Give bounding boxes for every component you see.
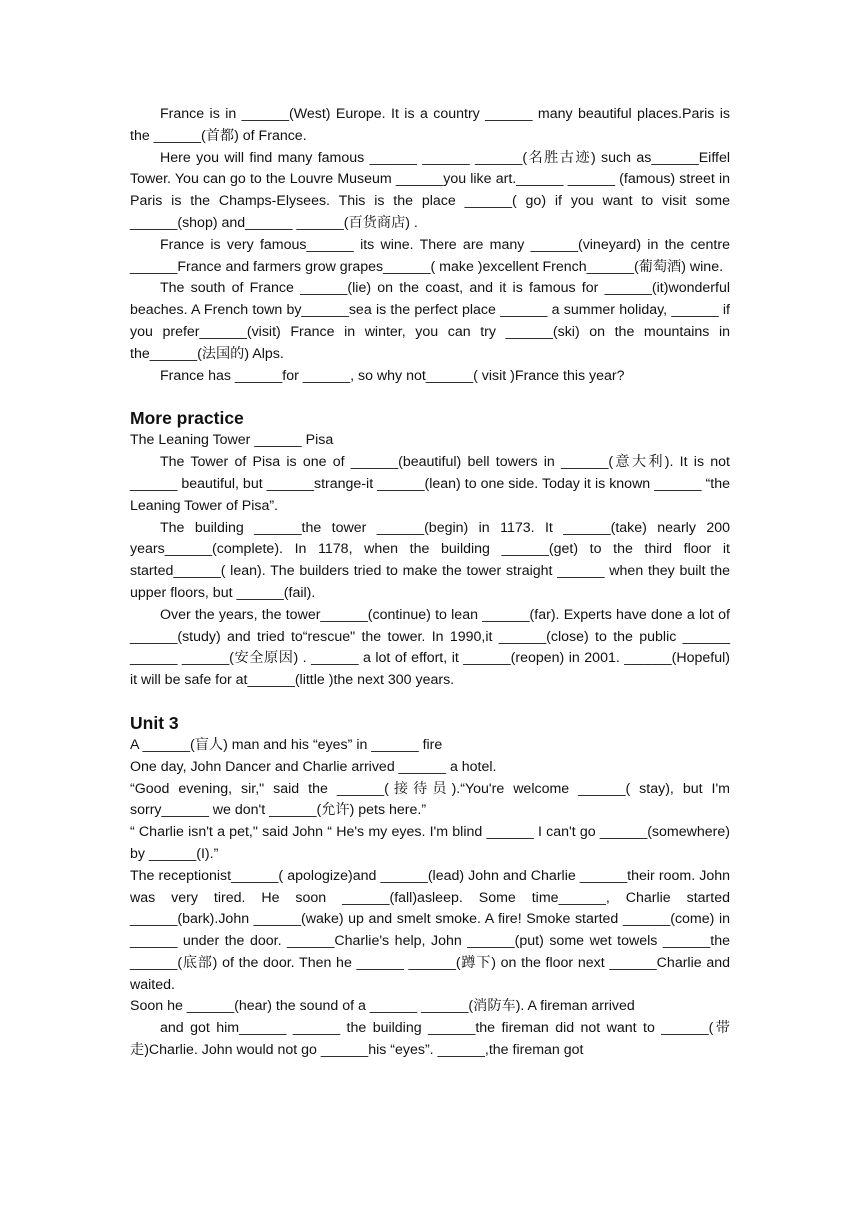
section-heading: More practice — [130, 408, 244, 429]
france-passage — [130, 104, 730, 387]
paragraph: The south of France ______(lie) on the coast, and it is famous for ______(it)wonderful beaches. A French town by______sea is the perfect place ______ a summer holiday, ______ if you prefer______(visit) France in winter, you can try ______(ski) on the mountains in the______(法国的) Alps. — [130, 280, 730, 362]
paragraph: France has ______for ______, so why not______( visit )France this year? — [160, 367, 625, 384]
paragraph: and got him______ ______ the building ______the fireman did not want to ______(带走)Charlie. John would not go ______his “eyes”. ______,the fireman got — [130, 1020, 730, 1059]
more-practice-section — [130, 407, 730, 692]
paragraph: The receptionist______( apologize)and ______(lead) John and Charlie ______their room. John was very tired. He soon ______(fall)asleep. Some time______, Charlie started ______(bark).John ______(wake) up and smelt smoke. A fire! Smoke started ______(come) in ______ under the door. ______Charlie's help, John ______(put) some wet towels ______the ______(底部) of the door. Then he ______ ______(蹲下) on the floor next ______Charlie and waited. — [130, 867, 730, 993]
paragraph: One day, John Dancer and Charlie arrived ______ a hotel. — [130, 758, 497, 775]
paragraph: Soon he ______(hear) the sound of a ______ ______(消防车). A fireman arrived — [130, 998, 635, 1015]
passage-title: A ______(盲人) man and his “eyes” in ______ fire — [130, 736, 443, 753]
paragraph: The Tower of Pisa is one of ______(beautiful) bell towers in ______(意大利). It is not ______ beautiful, but ______strange-it ______(lean) to one side. Today it is known ______ “the Leaning Tower of Pisa”. — [130, 454, 730, 514]
passage-title: The Leaning Tower ______ Pisa — [130, 432, 334, 449]
spacer — [130, 692, 730, 712]
paragraph: France is very famous______ its wine. There are many ______(vineyard) in the centre ______France and farmers grow grapes______( make )excellent French______(葡萄酒) wine. — [130, 236, 730, 275]
spacer — [130, 387, 730, 407]
paragraph: Here you will find many famous ______ ______ ______(名胜古迹) such as______Eiffel Tower. You can go to the Louvre Museum ______you like art.______ ______ (famous) street in Paris is the Champs-Elysees. This is the place ______( go) if you want to visit some ______(shop) and______ ______(百货商店) . — [130, 149, 730, 231]
unit-3-section — [130, 712, 730, 1062]
paragraph: Over the years, the tower______(continue) to lean ______(far). Experts have done a lot of ______(study) and tried to“rescue" the tower. In 1990,it ______(close) to the public ______ ______ ______(安全原因) . ______ a lot of effort, it ______(reopen) in 2001. ______(Hopeful) it will be safe for at______(little )the next 300 years. — [130, 606, 730, 689]
document-body — [130, 104, 730, 1062]
paragraph: The building ______the tower ______(begin) in 1173. It ______(take) nearly 200 years______(complete). In 1178, when the building ______(get) to the third floor it started______( lean). The builders tried to make the tower straight ______ when they built the upper floors, but ______(fail). — [130, 519, 730, 601]
section-heading: Unit 3 — [130, 712, 179, 733]
paragraph: “ Charlie isn't a pet," said John “ He's my eyes. I'm blind ______ I can't go ______(somewhere) by ______(I).” — [130, 824, 730, 862]
paragraph: France is in ______(West) Europe. It is a country ______ many beautiful places.Paris is the ______(首都) of France. — [130, 106, 730, 144]
paragraph: “Good evening, sir," said the ______(接待员).“You're welcome ______( stay), but I'm sorry______ we don't ______(允许) pets here.” — [130, 780, 730, 819]
